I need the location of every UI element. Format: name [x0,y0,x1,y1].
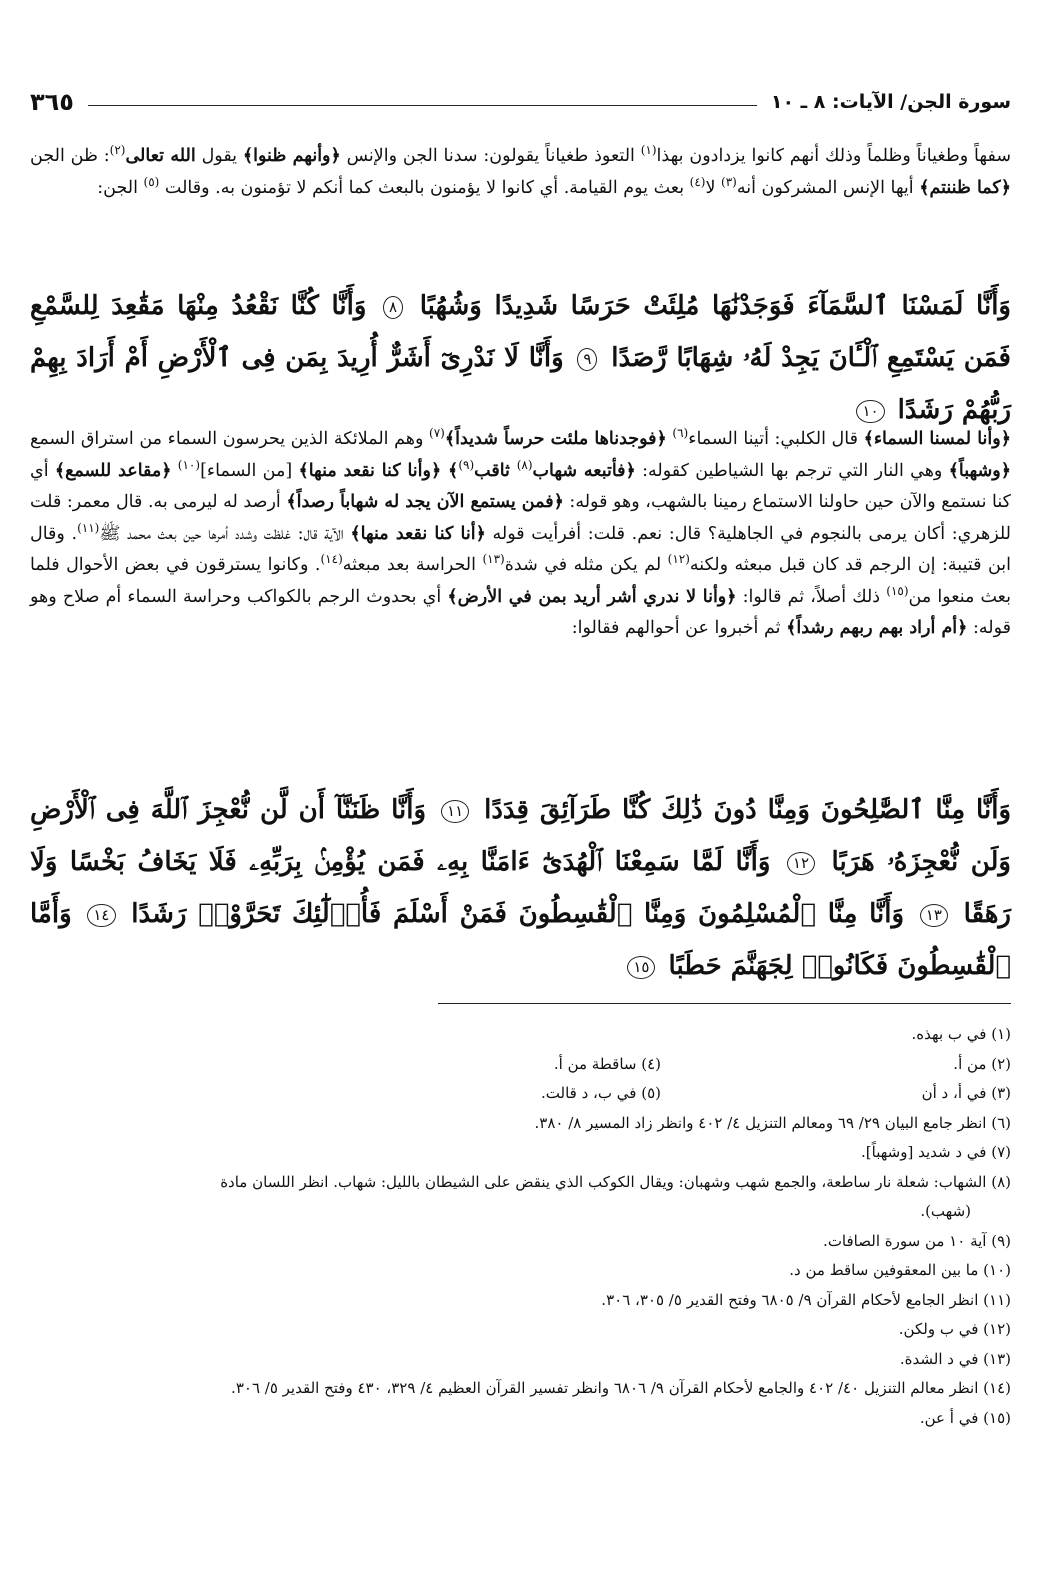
footnote-ref-5: (٥) [143,174,160,189]
verse-text: وَأَنَّا لَا نَدْرِىٓ أَشَرٌّ أُرِيدَ بِمَن فِى ٱلْأَرْضِ أَمْ أَرَادَ بِهِمْ رَبُّهُمْ رَشَدًا [30,343,1011,425]
footnote-row [30,1315,1011,1345]
footnote-row [30,1050,1011,1080]
verse-text: وَأَنَّا كُنَّا نَقْعُدُ مِنْهَا مَقَٰعِدَ لِلسَّمْعِ فَمَن [30,291,1011,373]
ayah-number-14: ١٤ [87,904,115,927]
footnotes [30,1020,1011,1433]
quran-quote: ﴿فوجدناها ملئت حرساً شديداً﴾ [444,429,667,449]
footnote-8: (٨) الشهاب: شعلة نار ساطعة، والجمع شهب وشهبان: ويقال الكوكب الذي ينقض على الشيطان بالليل: شهاب. انظر اللسان مادة [220,1172,1011,1191]
quran-quote: ﴿فأتبعه شهاب [532,460,636,481]
footnote-ref-3: (٣) [721,174,737,189]
quran-quote: ﴿مقاعد للسمع﴾ [54,460,172,481]
text-run: الجن: [97,177,144,198]
footnote-ref-4: (٤) [689,174,706,189]
footnote-5: (٥) في ب، د قالت. [541,1084,661,1102]
footnote-14: (١٤) انظر معالم التنزيل ٤٠/ ٤٠٢ والجامع لأحكام القرآن ٩/ ٦٨٠٦ وانظر تفسير القرآن العظيم ٤/ ٣٢٩، ٤٣٠ وفتح القدير ٥/ ٣٠٦. [231,1379,1011,1397]
commentary-paragraph-1 [30,141,1011,204]
footnote-ref-12: (١٢) [667,552,690,567]
text-run: أي بحدوث الرجم بالكواكب وحراسة السماء أم صلاح وهو قوله: [30,586,1011,638]
footnote-13: (١٣) في د الشدة. [899,1349,1011,1368]
footnote-row [30,1374,1011,1404]
verse-text: هَرَبًا [831,847,875,877]
ayah-number-13: ١٣ [920,904,948,927]
footnote-8-continued: (شهب). [920,1202,971,1220]
footnote-ref-7: (٧) [429,426,445,441]
text-run: . وكانوا يسترقون في بعض الأحوال فلما بعث منعوا من [30,555,1011,607]
text-run: : ظن الجن [30,146,110,166]
header-rule [88,105,757,106]
footnote-ref-9: (٩) [458,457,475,472]
footnote-row [30,1404,1011,1434]
footnote-row [30,1345,1011,1375]
quran-verses-8-10 [30,280,1011,436]
quran-quote: ﴿وأنهم ظنوا﴾ [242,146,341,166]
verse-text: وَأَنَّا لَمَسْنَا ٱلسَّمَآءَ فَوَجَدْنَٰهَا مُلِئَتْ حَرَسًا شَدِيدًا وَشُهُبًا [419,291,1011,321]
footnote-row [30,1286,1011,1316]
verse-text: وَأَمَّا ٱلْقَٰسِطُونَ فَكَانُوا۟ لِجَهَنَّمَ حَطَبًا [30,899,1011,981]
footnote-ref-10: (١٠) [177,457,201,472]
ayah-number-8: ٨ [383,296,403,319]
text-run: لا [705,177,722,198]
footnote-ref-6: (٦) [672,426,689,441]
text-run: الآية قال: غلظت وشدد أمرها حين بعث محمد ﷺ [99,523,351,544]
ayah-number-10: ١٠ [856,400,884,423]
text-run: الله تعالى [125,146,196,166]
text-run: قال الكلبي: أتينا السماء [688,429,864,449]
footnote-row [30,1227,1011,1257]
footnote-11: (١١) انظر الجامع لأحكام القرآن ٩/ ٦٨٠٥ وفتح القدير ٥/ ٣٠٥، ٣٠٦. [601,1290,1011,1309]
verse-text: وَأَنَّا ظَنَنَّآ أَن لَّن نُّعْجِزَ ٱللَّهَ فِى ٱلْأَرْضِ وَلَن نُّعْجِزَهُۥ [30,795,1011,877]
ayah-number-11: ١١ [441,800,469,823]
verse-text: وَأَنَّا مِنَّا ٱلصَّٰلِحُونَ وَمِنَّا دُونَ ذَٰلِكَ كُنَّا طَرَآئِقَ قِدَدًا [484,795,1011,825]
footnote-ref-1: (١) [640,143,657,158]
text-run: وهي النار التي ترجم بها الشياطين كقوله: [635,460,949,481]
footnote-10: (١٠) ما بين المعقوفين ساقط من د. [789,1261,1011,1279]
text-run: ثم أخبروا عن أحوالهم فقالوا: [571,618,787,638]
quran-quote: ﴿كما ظننتم﴾ [919,177,1011,198]
footnote-7: (٧) في د شديد [وشهباً]. [861,1143,1011,1161]
footnote-4: (٤) ساقطة من أ. [553,1054,661,1073]
footnote-15: (١٥) في أ عن. [919,1408,1011,1427]
footnote-ref-13: (١٣) [482,552,505,567]
footnote-row [30,1197,1011,1227]
text-run: يقول [201,146,243,166]
text-run: ذلك أصلاً، ثم قالوا: [736,586,887,607]
footnote-ref-2: (٢) [109,143,126,158]
quran-verses-11-15 [30,784,1011,992]
text-run: التعوذ طغياناً يقولون: سدنا الجن والإنس [340,146,641,166]
text-run: كما أنكم لا تؤمنون به. وقالت [159,177,373,198]
quran-quote: ﴿وأنا لمسنا السماء﴾ [863,429,1011,449]
footnote-row [30,1079,1011,1109]
text-run: الحراسة بعد مبعثه [342,555,483,575]
footnote-row [30,1109,1011,1139]
surah-verses-title: سورة الجن/ الآيات: ٨ ـ ١٠ [770,91,1011,113]
footnote-12: (١٢) في ب ولكن. [898,1320,1011,1338]
footnote-ref-11: (١١) [77,520,100,535]
text-run: أيها الإنس المشركون أنه [736,177,920,198]
text-run: وهم الملائكة الذين يحرسون السماء من استراق السمع [30,429,430,449]
footnote-ref-14: (١٤) [320,552,343,567]
quran-quote: ﴿وأنا لا ندري أشر أريد بمن في الأرض﴾ [447,586,737,607]
text-run: بعث يوم القيامة. أي كانوا لا يؤمنون بالبعث [378,177,690,198]
text-run: . وقال ابن قتيبة: إن الرجم قد كان قبل مبعثه ولكنه [30,523,1012,575]
text-run: لم يكن مثله في شدة [504,555,668,575]
verse-text: يَسْتَمِعِ ٱلْـَٔانَ يَجِدْ لَهُۥ شِهَابًا رَّصَدًا [611,343,954,373]
footnote-3: (٣) في أ، د أن [921,1084,1011,1102]
ayah-number-12: ١٢ [787,852,815,875]
footnote-ref-8: (٨) [516,457,533,472]
text-run: أرصد له ليرمى به. قال معمر: قلت للزهري: أكان يرمى بالنجوم في الجاهلية؟ قال: نعم. قلت: أفرأيت قوله [30,492,1011,544]
quran-quote: ثاقب [474,460,517,481]
quran-quote: ﴿أم أراد بهم ربهم رشداً﴾ [786,618,968,638]
text-run: سفهاً وطغياناً وظلماً وذلك أنهم كانوا يزدادون بهذا [656,146,1011,166]
running-header [30,82,1011,122]
verse-text: وَأَنَّا لَمَّا سَمِعْنَا ٱلْهُدَىٰٓ ءَامَنَّا بِهِۦ فَمَن يُؤْمِنۢ بِرَبِّهِۦ فَلَا يَخَافُ بَخْسًا وَلَا رَهَقًا [30,847,1011,929]
footnote-row [30,1256,1011,1286]
text-run: [من السماء] [200,460,299,481]
text-run: أي كنا نستمع والآن حين حاولنا الاستماع رمينا بالشهب، وهو قوله: [30,460,1011,512]
verse-text: ٱلْمُسْلِمُونَ وَمِنَّا ٱلْقَٰسِطُونَ فَمَنْ أَسْلَمَ فَأُو۟لَٰٓئِكَ تَحَرَّوْا۟ رَشَدًا [131,899,816,929]
footnote-row [30,1020,1011,1050]
commentary-paragraph-2 [30,424,1011,645]
footnote-6: (٦) انظر جامع البيان ٢٩/ ٦٩ ومعالم التنزيل ٤/ ٤٠٢ وانظر زاد المسير ٨/ ٣٨٠. [534,1113,1011,1132]
footnote-1: (١) في ب بهذه. [911,1025,1011,1043]
quran-quote: ﴿وأنا كنا نقعد منها﴾ [298,460,442,481]
verse-text: وَأَنَّا مِنَّا [827,899,905,929]
ayah-number-15: ١٥ [627,956,655,979]
footnote-separator [438,1003,1011,1004]
ayah-number-9: ٩ [577,348,597,371]
quran-quote: ﴾ [441,460,459,481]
quran-quote: ﴿وشهباً﴾ [948,460,1011,481]
quran-quote: ﴿أنا كنا نقعد منها﴾ [350,523,486,544]
footnote-row [30,1168,1011,1198]
quran-quote: ﴿فمن يستمع الآن يجد له شهاباً رصداً﴾ [286,492,564,512]
page-number: ٣٦٥ [30,88,74,116]
footnote-2: (٢) من أ. [953,1054,1011,1073]
footnote-row [30,1138,1011,1168]
footnote-9: (٩) آية ١٠ من سورة الصافات. [823,1231,1011,1250]
footnote-ref-15: (١٥) [886,583,909,598]
